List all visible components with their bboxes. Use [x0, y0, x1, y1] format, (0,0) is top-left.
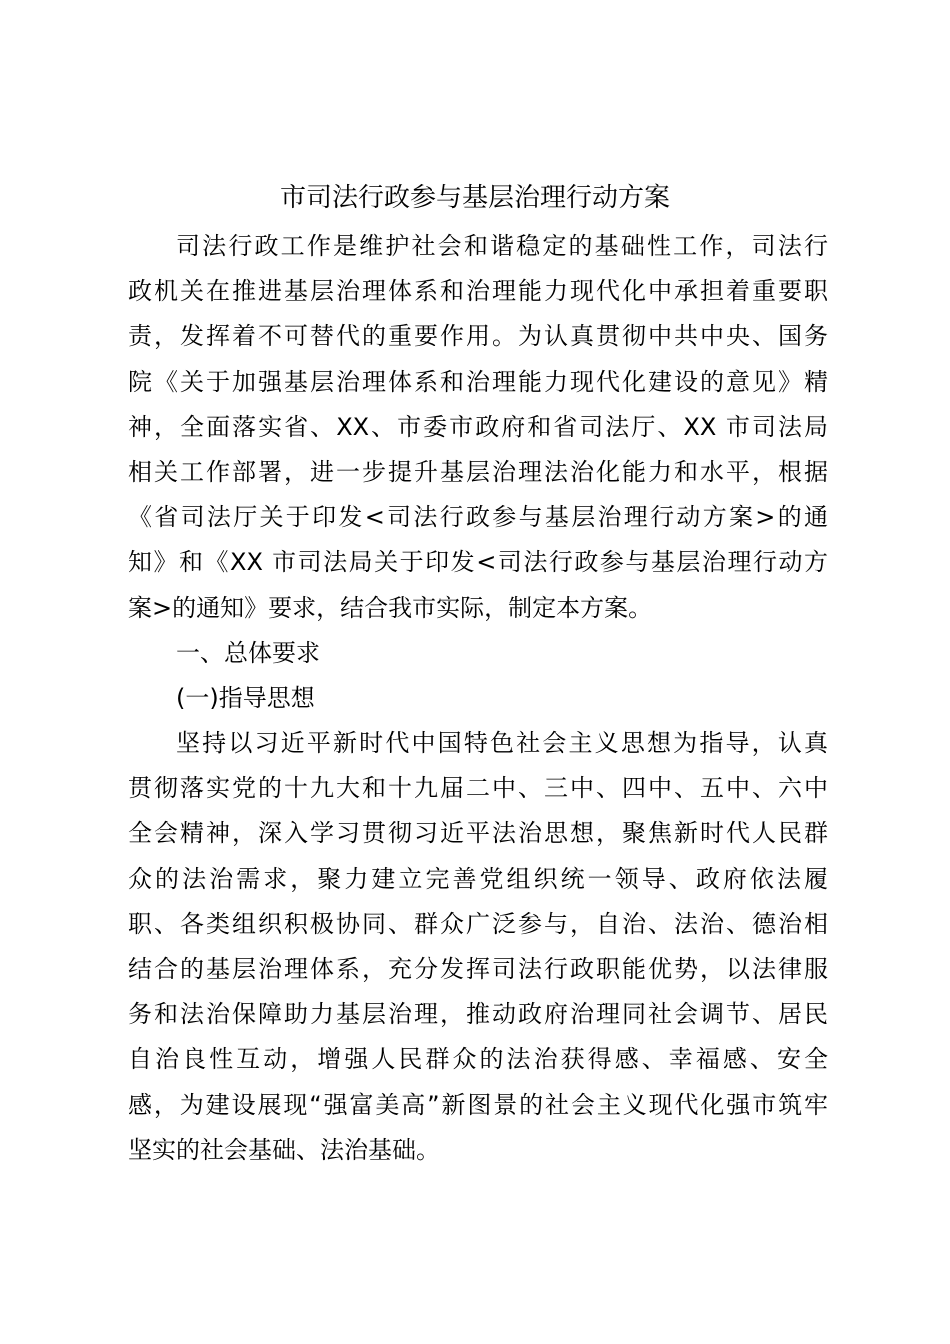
text-line: 坚持以习近平新时代中国特色社会主义思想为指导，认真 — [176, 729, 828, 758]
subsection-heading: (一)指导思想 — [176, 683, 315, 712]
text-line: 职、各类组织积极协同、群众广泛参与，自治、法治、德治相 — [128, 909, 828, 938]
text-line: 感，为建设展现“强富美高”新图景的社会主义现代化强市筑牢 — [128, 1090, 828, 1119]
text-line: 司法行政工作是维护社会和谐稳定的基础性工作，司法行 — [176, 232, 828, 260]
text-line: 神，全面落实省、XX、市委市政府和省司法厅、XX 市司法局 — [128, 412, 828, 441]
text-line: 案>的通知》要求，结合我市实际，制定本方案。 — [128, 593, 653, 622]
text-line: 相关工作部署，进一步提升基层治理法治化能力和水平，根据 — [128, 457, 828, 486]
text-line: 院《关于加强基层治理体系和治理能力现代化建设的意见》精 — [128, 367, 828, 396]
text-line: 《省司法厅关于印发<司法行政参与基层治理行动方案>的通 — [128, 503, 828, 532]
text-line: 全会精神，深入学习贯彻习近平法治思想，聚焦新时代人民群 — [128, 819, 828, 848]
text-line: 众的法治需求，聚力建立完善党组织统一领导、政府依法履 — [128, 864, 828, 893]
text-line: 结合的基层治理体系，充分发挥司法行政职能优势，以法律服 — [128, 955, 828, 983]
document-body — [128, 224, 828, 1173]
text-line: 政机关在推进基层治理体系和治理能力现代化中承担着重要职 — [128, 277, 828, 306]
text-line: 自治良性互动，增强人民群众的法治获得感、幸福感、安全 — [128, 1045, 828, 1074]
text-line: 责，发挥着不可替代的重要作用。为认真贯彻中共中央、国务 — [128, 322, 828, 351]
text-line: 务和法治保障助力基层治理，推动政府治理同社会调节、居民 — [128, 1000, 828, 1029]
document-title: 市司法行政参与基层治理行动方案 — [279, 183, 670, 213]
section-heading: 一、总体要求 — [176, 638, 320, 667]
text-line: 贯彻落实党的十九大和十九届二中、三中、四中、五中、六中 — [128, 774, 828, 803]
text-line: 坚实的社会基础、法治基础。 — [128, 1135, 440, 1164]
text-line: 知》和《XX 市司法局关于印发<司法行政参与基层治理行动方 — [128, 548, 828, 577]
